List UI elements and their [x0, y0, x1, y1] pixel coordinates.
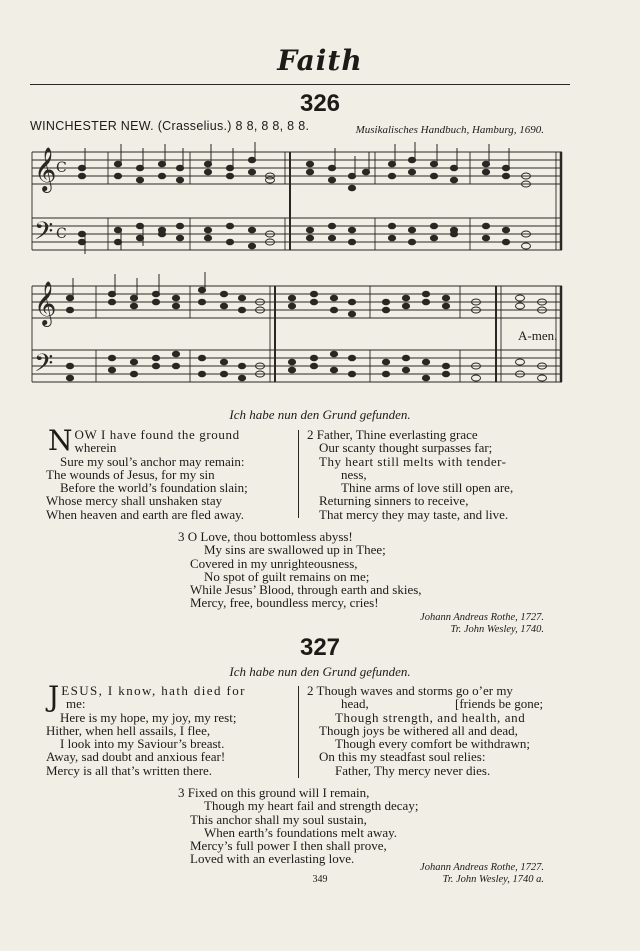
verse-line: Sure my soul’s anchor may remain:	[60, 453, 245, 469]
column-divider	[298, 430, 299, 518]
verse-line: Father, Thy mercy never dies.	[335, 762, 491, 778]
verse-line: Mercy is all that’s written there.	[46, 762, 213, 778]
verse-line: Mercy, free, boundless mercy, cries!	[190, 595, 379, 611]
svg-text:𝄢: 𝄢	[34, 217, 54, 252]
verse-line: Hither, when hell assails, I flee,	[46, 722, 211, 738]
hymn326-stanza-2	[307, 428, 513, 521]
verse-line: My sins are swallowed up in Thee;	[204, 542, 386, 558]
verse-line: Our scanty thought surpasses far;	[319, 440, 493, 456]
verse-line: Though my heart fail and strength decay;	[204, 798, 419, 814]
verse-line: When earth’s foundations melt away.	[204, 824, 398, 840]
verse-line: On this my steadfast soul relies:	[319, 749, 486, 765]
hymn327-stanza-2	[307, 683, 544, 778]
svg-text:𝄢: 𝄢	[34, 349, 54, 384]
section-title: Faith	[277, 44, 363, 77]
verse-line: 2 Father, Thine everlasting grace	[307, 427, 478, 442]
svg-text:𝄞: 𝄞	[34, 281, 57, 325]
verse-line: Loved with an everlasting love.	[190, 851, 355, 867]
verse-line: head,	[341, 696, 369, 712]
translator-credit: Tr. John Wesley, 1740 a.	[442, 874, 544, 885]
verse-line: ness,	[341, 466, 367, 482]
verse-line: 2 Though waves and storms go o’er my	[307, 683, 513, 698]
verse-line: 3 Fixed on this ground will I remain,	[178, 785, 370, 800]
verse-line: wherein	[74, 440, 117, 456]
hymn326-stanza-3	[178, 530, 422, 610]
hymn326-credit	[420, 612, 544, 636]
drop-cap: N	[48, 424, 73, 457]
music-system-1	[30, 140, 566, 260]
drop-cap: J	[48, 680, 60, 713]
verse-line: Thy heart still melts with tender-	[319, 453, 507, 469]
verse-line: Returning sinners to receive,	[319, 493, 469, 509]
verse-line: While Jesus’ Blood, through earth and skies,	[190, 582, 422, 598]
music-system-2	[30, 272, 566, 392]
verse-line: The wounds of Jesus, for my sin	[46, 466, 215, 482]
verse-line: When heaven and earth are fled away.	[46, 506, 245, 522]
hymn326-stanza-1	[46, 424, 290, 522]
hymn-number: 327	[299, 634, 341, 661]
verse-line: This anchor shall my soul sustain,	[190, 811, 367, 827]
verse-line: ESUS, I know, hath died for	[61, 683, 246, 698]
hymn-original-title: Ich habe nun den Grund gefunden.	[229, 407, 411, 422]
hymn-number: 326	[299, 90, 341, 117]
verse-line: Mercy’s full power I then shall prove,	[190, 838, 387, 854]
verse-line: Covered in my unrighteousness,	[190, 555, 358, 571]
verse-line: me:	[66, 696, 86, 712]
author-credit: Johann Andreas Rothe, 1727.	[420, 862, 544, 873]
music-source: Musikalisches Handbuch, Hamburg, 1690.	[355, 124, 544, 136]
column-divider	[298, 686, 299, 778]
page-number: 349	[312, 874, 328, 885]
author-credit: Johann Andreas Rothe, 1727.	[420, 612, 544, 623]
translator-credit: Tr. John Wesley, 1740.	[450, 624, 544, 635]
verse-line: Away, sad doubt and anxious fear!	[46, 749, 226, 765]
hymn327-stanza-1	[46, 680, 290, 778]
svg-text:𝄞: 𝄞	[34, 147, 57, 191]
verse-line: That mercy they may taste, and live.	[319, 506, 509, 522]
header-rule	[30, 84, 570, 85]
verse-line: 3 O Love, thou bottomless abyss!	[178, 529, 353, 544]
verse-line: Though every comfort be withdrawn;	[335, 736, 530, 752]
svg-text:C: C	[56, 226, 67, 242]
verse-line: Thine arms of love still open are,	[341, 480, 514, 496]
hymn-original-title: Ich habe nun den Grund gefunden.	[229, 664, 411, 679]
verse-line: OW I have found the ground	[74, 427, 240, 442]
hymn327-stanza-3	[178, 786, 418, 866]
verse-line: No spot of guilt remains on me;	[204, 568, 370, 584]
svg-text:C: C	[56, 160, 67, 176]
amen-label: A-men.	[518, 328, 558, 343]
verse-line: I look into my Saviour’s breast.	[60, 736, 225, 752]
verse-line: Though strength, and health, and	[335, 709, 526, 725]
verse-line: [friends be gone;	[455, 696, 544, 712]
verse-line: Though joys be withered all and dead,	[319, 722, 518, 738]
verse-line: Before the world’s foundation slain;	[60, 480, 248, 496]
verse-line: Here is my hope, my joy, my rest;	[60, 709, 237, 725]
tune-name: WINCHESTER NEW. (Crasselius.) 8 8, 8 8, 8 8.	[30, 119, 310, 133]
verse-line: Whose mercy shall unshaken stay	[46, 493, 223, 509]
